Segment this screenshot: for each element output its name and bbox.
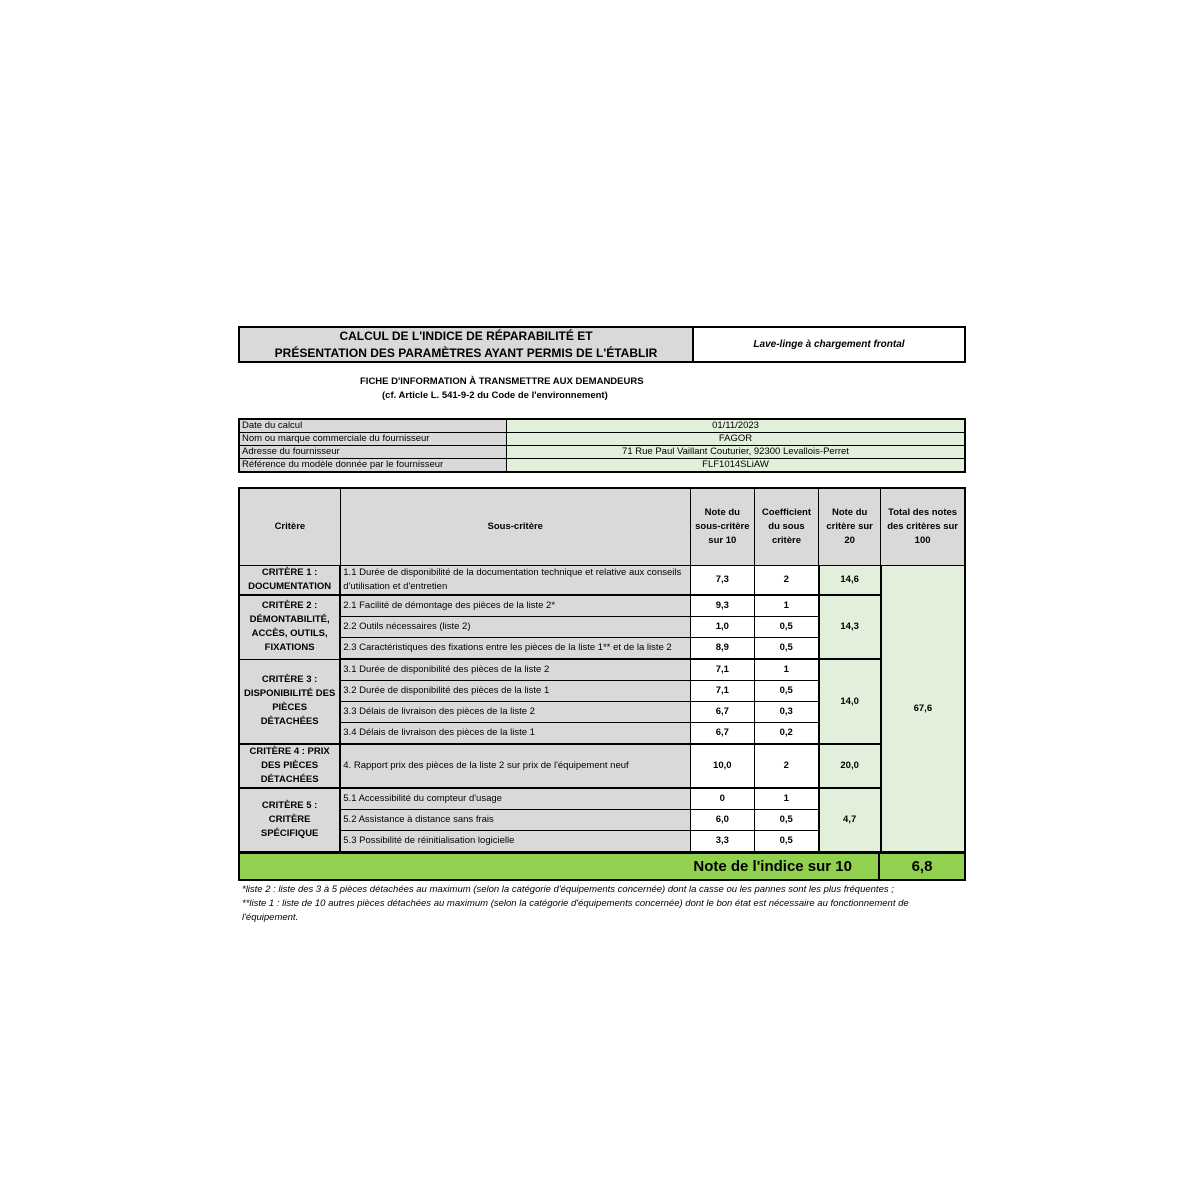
criteria-total: 67,6 — [881, 566, 965, 853]
sub-criterion-coef: 2 — [754, 566, 818, 596]
sub-criterion-note: 6,0 — [690, 810, 754, 831]
fiche-line1: FICHE D'INFORMATION À TRANSMETTRE AUX DEMANDEURS — [360, 376, 644, 387]
col-header-note-sous: Note du sous-critère sur 10 — [690, 488, 754, 566]
sub-criterion-note: 8,9 — [690, 638, 754, 660]
info-value: 01/11/2023 — [507, 419, 966, 433]
final-score-value: 6,8 — [911, 858, 933, 875]
final-score-label: Note de l'indice sur 10 — [240, 854, 880, 879]
criterion-name: CRITÈRE 4 : PRIX DES PIÈCES DÉTACHÉES — [239, 744, 340, 788]
info-label: Date du calcul — [239, 419, 507, 433]
repairability-sheet — [238, 326, 966, 925]
sub-criterion-note: 9,3 — [690, 595, 754, 617]
col-header-note-critere: Note du critère sur 20 — [819, 488, 881, 566]
sub-criterion-coef: 1 — [754, 788, 818, 810]
criterion-name: CRITÈRE 1 : DOCUMENTATION — [239, 566, 340, 596]
sub-criterion-note: 3,3 — [690, 831, 754, 853]
sub-criterion-label: 2.1 Facilité de démontage des pièces de la liste 2* — [340, 595, 690, 617]
sub-criterion-note: 7,1 — [690, 659, 754, 681]
criterion-score: 14,3 — [819, 595, 881, 659]
sub-criterion-label: 3.3 Délais de livraison des pièces de la liste 2 — [340, 702, 690, 723]
sub-criterion-coef: 0,5 — [754, 810, 818, 831]
info-row — [239, 446, 965, 459]
table-row — [239, 788, 965, 810]
col-header-total: Total des notes des critères sur 100 — [881, 488, 965, 566]
table-row — [239, 744, 965, 788]
sub-criterion-coef: 0,5 — [754, 831, 818, 853]
criterion-name: CRITÈRE 5 : CRITÈRE SPÉCIFIQUE — [239, 788, 340, 852]
sub-criterion-label: 2.3 Caractéristiques des fixations entre les pièces de la liste 1** et de la liste 2 — [340, 638, 690, 660]
final-score-bar — [238, 853, 966, 881]
info-row — [239, 419, 965, 433]
table-header-row — [239, 488, 965, 566]
sub-criterion-label: 4. Rapport prix des pièces de la liste 2 sur prix de l'équipement neuf — [340, 744, 690, 788]
criterion-score: 20,0 — [819, 744, 881, 788]
info-value: 71 Rue Paul Vaillant Couturier, 92300 Levallois-Perret — [507, 446, 966, 459]
sub-criterion-label: 3.1 Durée de disponibilité des pièces de la liste 2 — [340, 659, 690, 681]
supplier-info-table — [238, 418, 966, 473]
col-header-sous-critere: Sous-critère — [340, 488, 690, 566]
info-row — [239, 433, 965, 446]
sub-criterion-coef: 0,5 — [754, 617, 818, 638]
sub-criterion-label: 5.1 Accessibilité du compteur d'usage — [340, 788, 690, 810]
fiche-subtitle — [238, 375, 966, 403]
sub-criterion-label: 3.2 Durée de disponibilité des pièces de la liste 1 — [340, 681, 690, 702]
criterion-score: 4,7 — [819, 788, 881, 852]
sheet-header — [238, 326, 966, 363]
info-value: FAGOR — [507, 433, 966, 446]
col-header-coef: Coefficient du sous critère — [754, 488, 818, 566]
col-header-critere: Critère — [239, 488, 340, 566]
sub-criterion-note: 6,7 — [690, 723, 754, 745]
info-label: Adresse du fournisseur — [239, 446, 507, 459]
sub-criterion-coef: 2 — [754, 744, 818, 788]
criteria-table — [238, 487, 966, 853]
info-label: Référence du modèle donnée par le fournisseur — [239, 459, 507, 473]
sub-criterion-label: 2.2 Outils nécessaires (liste 2) — [340, 617, 690, 638]
criterion-score: 14,0 — [819, 659, 881, 744]
info-row — [239, 459, 965, 473]
fiche-line2: (cf. Article L. 541-9-2 du Code de l'environnement) — [382, 390, 608, 401]
criterion-score: 14,6 — [819, 566, 881, 596]
product-category: Lave-linge à chargement frontal — [753, 339, 905, 350]
sub-criterion-coef: 0,5 — [754, 681, 818, 702]
sub-criterion-label: 5.2 Assistance à distance sans frais — [340, 810, 690, 831]
sub-criterion-label: 1.1 Durée de disponibilité de la documentation technique et relative aux conseils d'utilisation et d'entretien — [340, 566, 690, 596]
table-row — [239, 595, 965, 617]
table-row — [239, 659, 965, 681]
sub-criterion-label: 5.3 Possibilité de réinitialisation logicielle — [340, 831, 690, 853]
sub-criterion-note: 10,0 — [690, 744, 754, 788]
table-row — [239, 566, 965, 596]
sub-criterion-note: 7,1 — [690, 681, 754, 702]
sheet-title-line2: PRÉSENTATION DES PARAMÈTRES AYANT PERMIS DE L'ÉTABLIR — [274, 345, 658, 360]
sub-criterion-note: 6,7 — [690, 702, 754, 723]
sub-criterion-label: 3.4 Délais de livraison des pièces de la liste 1 — [340, 723, 690, 745]
sub-criterion-note: 7,3 — [690, 566, 754, 596]
sub-criterion-coef: 0,2 — [754, 723, 818, 745]
footnotes — [238, 883, 966, 925]
sub-criterion-coef: 1 — [754, 595, 818, 617]
sub-criterion-coef: 1 — [754, 659, 818, 681]
sheet-title-line1: CALCUL DE L'INDICE DE RÉPARABILITÉ ET — [339, 328, 593, 343]
info-label: Nom ou marque commerciale du fournisseur — [239, 433, 507, 446]
sheet-title — [240, 328, 694, 361]
footnote-list2: *liste 2 : liste des 3 à 5 pièces détachées au maximum (selon la catégorie d'équipements concernée) dont la casse ou les pannes sont les plus fréquentes ; — [242, 884, 894, 895]
criterion-name: CRITÈRE 2 : DÉMONTABILITÉ, ACCÈS, OUTILS, FIXATIONS — [239, 595, 340, 659]
sub-criterion-note: 0 — [690, 788, 754, 810]
sub-criterion-coef: 0,3 — [754, 702, 818, 723]
criterion-name: CRITÈRE 3 : DISPONIBILITÉ DES PIÈCES DÉTACHÉES — [239, 659, 340, 744]
sub-criterion-note: 1,0 — [690, 617, 754, 638]
info-value: FLF1014SLiAW — [507, 459, 966, 473]
footnote-list1: **liste 1 : liste de 10 autres pièces détachées au maximum (selon la catégorie d'équipements concernée) dont le bon état est nécessaire au fonctionnement de l'équipement. — [242, 898, 909, 923]
sub-criterion-coef: 0,5 — [754, 638, 818, 660]
